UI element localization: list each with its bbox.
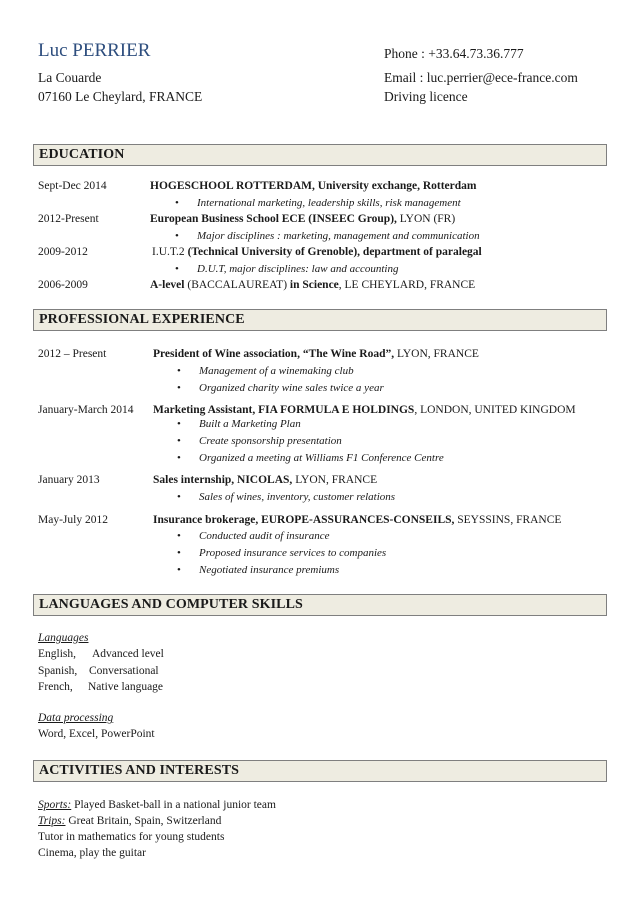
education-date: 2012-Present xyxy=(38,213,99,225)
activity-trips: Trips: Great Britain, Spain, Switzerland xyxy=(38,815,222,827)
experience-title: Sales internship, NICOLAS, LYON, FRANCE xyxy=(153,474,378,486)
experience-bullet: • Sales of wines, inventory, customer relations xyxy=(199,491,395,503)
activities-section-header xyxy=(33,760,607,782)
skills-heading: LANGUAGES AND COMPUTER SKILLS xyxy=(39,597,303,612)
experience-title: Insurance brokerage, EUROPE-ASSURANCES-CONSEILS, SEYSSINS, FRANCE xyxy=(153,514,562,526)
address-line-1: La Couarde xyxy=(38,70,102,85)
education-date: 2006-2009 xyxy=(38,279,88,291)
education-bullet: • D.U.T, major disciplines: law and accounting xyxy=(197,263,398,275)
education-title: I.U.T.2 (Technical University of Grenoble), department of paralegal xyxy=(152,246,482,258)
experience-bullet: • Organized a meeting at Williams F1 Conference Centre xyxy=(199,452,444,464)
activity-hobbies: Cinema, play the guitar xyxy=(38,847,146,859)
experience-bullet: • Organized charity wine sales twice a year xyxy=(199,382,384,394)
email: Email : luc.perrier@ece-france.com xyxy=(384,70,578,85)
data-processing-value: Word, Excel, PowerPoint xyxy=(38,728,155,740)
education-title: European Business School ECE (INSEEC Group), LYON (FR) xyxy=(150,213,456,225)
activities-heading: ACTIVITIES AND INTERESTS xyxy=(39,763,240,778)
education-section-header xyxy=(33,144,607,166)
experience-bullet: • Built a Marketing Plan xyxy=(199,418,301,430)
experience-section-header xyxy=(33,309,607,331)
language-item: English, Advanced level xyxy=(38,648,164,660)
experience-bullet: • Conducted audit of insurance xyxy=(199,530,329,542)
education-title: A-level (BACCALAUREAT) in Science, LE CHEYLARD, FRANCE xyxy=(150,279,476,291)
candidate-name: Luc PERRIER xyxy=(38,40,151,61)
experience-bullet: • Negotiated insurance premiums xyxy=(199,564,339,576)
skills-section-header xyxy=(33,594,607,616)
activity-sports: Sports: Played Basket-ball in a national junior team xyxy=(38,799,276,811)
experience-title: Marketing Assistant, FIA FORMULA E HOLDINGS, LONDON, UNITED KINGDOM xyxy=(153,404,576,416)
education-date: Sept-Dec 2014 xyxy=(38,180,107,192)
address-line-2: 07160 Le Cheylard, FRANCE xyxy=(38,89,203,104)
activity-tutor: Tutor in mathematics for young students xyxy=(38,831,225,843)
languages-label: Languages xyxy=(38,632,89,644)
language-item: Spanish, Conversational xyxy=(38,665,159,677)
experience-date: January-March 2014 xyxy=(38,404,134,416)
education-heading: EDUCATION xyxy=(39,147,125,162)
education-bullet: • International marketing, leadership skills, risk management xyxy=(197,197,461,209)
experience-bullet: • Management of a winemaking club xyxy=(199,365,354,377)
education-bullet: • Major disciplines : marketing, management and communication xyxy=(197,230,480,242)
experience-bullet: • Create sponsorship presentation xyxy=(199,435,342,447)
education-date: 2009-2012 xyxy=(38,246,88,258)
phone: Phone : +33.64.73.36.777 xyxy=(384,46,524,61)
experience-heading: PROFESSIONAL EXPERIENCE xyxy=(39,312,245,327)
data-processing-label: Data processing xyxy=(38,712,114,724)
education-title: HOGESCHOOL ROTTERDAM, University exchange, Rotterdam xyxy=(150,180,477,192)
experience-date: January 2013 xyxy=(38,474,100,486)
experience-title: President of Wine association, “The Wine Road”, LYON, FRANCE xyxy=(153,348,479,360)
driving-licence: Driving licence xyxy=(384,89,468,104)
language-item: French, Native language xyxy=(38,681,164,693)
experience-date: May-July 2012 xyxy=(38,514,108,526)
experience-bullet: • Proposed insurance services to companies xyxy=(199,547,386,559)
experience-date: 2012 – Present xyxy=(38,348,107,360)
